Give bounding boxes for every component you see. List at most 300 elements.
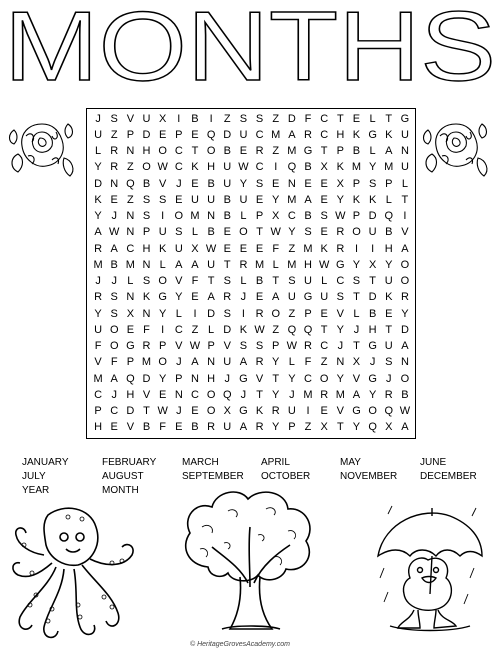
grid-letter: T xyxy=(320,323,328,336)
grid-letter: R xyxy=(320,388,329,401)
grid-letter: K xyxy=(191,161,199,174)
grid-letter: O xyxy=(109,340,119,353)
word-month: MONTH xyxy=(102,485,139,496)
grid-letter: M xyxy=(141,356,152,369)
grid-letter: L xyxy=(385,193,392,206)
grid-letter: S xyxy=(110,291,118,304)
grid-letter: I xyxy=(177,112,181,125)
grid-letter: E xyxy=(255,242,264,255)
grid-letter: O xyxy=(206,405,216,418)
title-text: MONTHS xyxy=(4,0,496,86)
grid-letter: K xyxy=(352,193,361,206)
grid-letter: U xyxy=(94,128,103,141)
grid-letter: H xyxy=(126,388,135,401)
grid-letter: W xyxy=(254,323,265,336)
grid-letter: C xyxy=(304,372,312,385)
grid-letter: I xyxy=(274,161,278,174)
grid-letter: B xyxy=(142,421,151,434)
grid-letter: S xyxy=(175,226,183,239)
grid-letter: H xyxy=(142,242,151,255)
grid-letter: E xyxy=(191,177,199,190)
grid-letter: E xyxy=(239,145,248,158)
grid-letter: R xyxy=(239,258,248,271)
grid-letter: P xyxy=(352,210,361,223)
grid-letter: Z xyxy=(223,112,231,125)
grid-letter: E xyxy=(110,421,118,434)
grid-letter: R xyxy=(94,291,103,304)
grid-letter: D xyxy=(142,128,151,141)
grid-letter: W xyxy=(238,161,249,174)
grid-letter: Q xyxy=(303,323,313,336)
grid-letter: X xyxy=(158,112,167,125)
grid-letter: U xyxy=(239,128,248,141)
grid-letter: S xyxy=(239,112,248,125)
grid-letter: E xyxy=(175,193,183,206)
grid-letter: G xyxy=(368,372,377,385)
grid-letter: K xyxy=(336,161,344,174)
grid-letter: W xyxy=(189,340,201,353)
grid-letter: O xyxy=(319,372,329,385)
grid-letter: K xyxy=(385,291,393,304)
grid-letter: X xyxy=(385,421,393,434)
grid-letter: G xyxy=(336,258,345,271)
grid-letter: D xyxy=(287,112,296,125)
grid-letter: M xyxy=(125,258,135,271)
word-january: JANUARY xyxy=(22,457,69,468)
grid-letter: Z xyxy=(304,421,312,434)
grid-letter: U xyxy=(207,193,216,206)
grid-letter: U xyxy=(287,291,296,304)
grid-letter: S xyxy=(255,177,264,190)
grid-letter: U xyxy=(320,291,329,304)
grid-letter: S xyxy=(110,307,118,320)
grid-letter: V xyxy=(142,388,151,401)
grid-letter: E xyxy=(304,177,312,190)
grid-letter: P xyxy=(304,307,312,320)
grid-letter: N xyxy=(400,356,409,369)
grid-letter: T xyxy=(256,226,263,239)
grid-letter: D xyxy=(223,323,232,336)
grid-letter: Y xyxy=(385,258,393,271)
grid-letter: C xyxy=(126,242,135,255)
grid-letter: T xyxy=(385,323,393,336)
rose-icon xyxy=(420,110,492,182)
grid-letter: G xyxy=(158,291,167,304)
grid-letter: J xyxy=(240,388,247,401)
grid-letter: C xyxy=(174,145,183,158)
word-list-column-5 xyxy=(340,456,397,484)
grid-letter: U xyxy=(158,226,167,239)
octopus-icon xyxy=(8,505,138,645)
grid-letter: K xyxy=(368,193,377,206)
grid-letter: Y xyxy=(368,388,377,401)
grid-letter: O xyxy=(271,307,280,320)
grid-letter: Q xyxy=(287,161,297,174)
grid-letter: M xyxy=(93,372,103,385)
grid-letter: Y xyxy=(352,421,361,434)
word-list-column-6 xyxy=(420,456,477,484)
grid-letter: N xyxy=(110,177,119,190)
grid-letter: E xyxy=(255,193,264,206)
grid-letter: H xyxy=(336,128,345,141)
grid-letter: K xyxy=(255,405,264,418)
grid-letter: S xyxy=(320,210,328,223)
grid-letter: O xyxy=(206,388,216,401)
grid-letter: I xyxy=(371,242,375,255)
grid-letter: Y xyxy=(272,193,280,206)
grid-letter: N xyxy=(142,258,151,271)
grid-letter: A xyxy=(239,421,248,434)
grid-letter: U xyxy=(207,258,216,271)
grid-letter: O xyxy=(352,226,361,239)
grid-letter: H xyxy=(94,421,103,434)
grid-letter: B xyxy=(352,145,361,158)
grid-letter: G xyxy=(239,405,248,418)
grid-letter: E xyxy=(175,421,183,434)
grid-letter: M xyxy=(287,145,297,158)
grid-letter: U xyxy=(384,340,393,353)
grid-letter: P xyxy=(142,226,151,239)
grid-letter: Y xyxy=(272,356,280,369)
grid-letter: D xyxy=(368,291,377,304)
grid-letter: H xyxy=(207,372,216,385)
grid-letter: B xyxy=(207,177,215,190)
grid-letter: U xyxy=(223,161,232,174)
grid-letter: L xyxy=(288,356,295,369)
grid-letter: U xyxy=(223,356,232,369)
grid-letter: T xyxy=(223,258,231,271)
grid-letter: T xyxy=(272,372,280,385)
grid-letter: C xyxy=(190,388,199,401)
grid-letter: L xyxy=(272,258,279,271)
grid-letter: E xyxy=(320,226,328,239)
grid-letter: G xyxy=(239,372,248,385)
grid-letter: B xyxy=(142,177,151,190)
grid-letter: F xyxy=(94,340,102,353)
grid-letter: D xyxy=(142,372,151,385)
word-august: AUGUST xyxy=(102,471,144,482)
grid-letter: V xyxy=(126,421,135,434)
grid-letter: I xyxy=(354,242,358,255)
grid-letter: L xyxy=(369,112,376,125)
grid-letter: O xyxy=(158,275,167,288)
grid-letter: D xyxy=(223,128,232,141)
grid-letter: N xyxy=(207,210,216,223)
grid-letter: N xyxy=(336,356,345,369)
grid-letter: Y xyxy=(94,210,102,223)
grid-letter: S xyxy=(352,275,361,288)
grid-letter: T xyxy=(401,193,409,206)
grid-letter: Z xyxy=(272,145,280,158)
grid-letter: W xyxy=(399,405,411,418)
grid-letter: E xyxy=(272,177,280,190)
grid-letter: C xyxy=(336,275,345,288)
grid-letter: S xyxy=(223,307,231,320)
grid-letter: A xyxy=(207,291,215,304)
grid-letter: V xyxy=(175,275,183,288)
grid-letter: R xyxy=(304,128,312,141)
grid-letter: N xyxy=(207,356,216,369)
word-list-column-3 xyxy=(182,456,244,484)
grid-letter: R xyxy=(336,226,345,239)
grid-letter: V xyxy=(158,177,167,190)
grid-letter: M xyxy=(287,258,297,271)
grid-letter: T xyxy=(320,145,328,158)
grid-letter: R xyxy=(255,145,264,158)
grid-letter: E xyxy=(320,177,328,190)
grid-letter: H xyxy=(384,242,393,255)
grid-letter: V xyxy=(336,405,344,418)
grid-letter: W xyxy=(335,210,346,223)
grid-letter: V xyxy=(336,307,344,320)
grid-letter: R xyxy=(271,405,280,418)
grid-letter: I xyxy=(241,307,245,320)
grid-letter: O xyxy=(158,356,167,369)
grid-letter: S xyxy=(142,193,151,206)
word-list-column-1 xyxy=(22,456,69,498)
grid-letter: U xyxy=(94,323,103,336)
grid-letter: E xyxy=(239,242,248,255)
grid-letter: T xyxy=(256,388,263,401)
grid-letter: E xyxy=(385,307,393,320)
grid-letter: Y xyxy=(94,307,102,320)
grid-letter: P xyxy=(175,128,183,141)
grid-letter: G xyxy=(126,340,135,353)
grid-letter: Q xyxy=(126,372,135,385)
grid-letter: R xyxy=(110,161,119,174)
grid-letter: P xyxy=(255,210,264,223)
grid-letter: A xyxy=(304,193,312,206)
grid-letter: C xyxy=(255,128,264,141)
rose-icon xyxy=(6,110,78,182)
grid-letter: K xyxy=(239,323,248,336)
grid-letter: S xyxy=(158,193,167,206)
grid-letter: V xyxy=(352,372,361,385)
grid-letter: J xyxy=(289,388,295,401)
grid-letter: R xyxy=(142,340,151,353)
grid-letter: T xyxy=(143,405,150,418)
grid-letter: E xyxy=(223,226,231,239)
grid-letter: Z xyxy=(272,112,280,125)
word-february: FEBRUARY xyxy=(102,457,157,468)
grid-letter: P xyxy=(207,340,215,353)
grid-letter: Q xyxy=(126,177,135,190)
grid-letter: I xyxy=(193,307,197,320)
grid-letter: D xyxy=(126,405,135,418)
grid-letter: D xyxy=(400,323,409,336)
grid-letter: X xyxy=(368,258,377,271)
grid-letter: M xyxy=(287,193,297,206)
grid-letter: S xyxy=(385,356,393,369)
grid-letter: I xyxy=(403,210,407,223)
grid-letter: L xyxy=(127,275,134,288)
grid-letter: M xyxy=(254,258,265,271)
grid-letter: I xyxy=(161,323,165,336)
grid-letter: G xyxy=(368,128,377,141)
grid-letter: Y xyxy=(175,291,183,304)
grid-letter: L xyxy=(191,226,199,239)
grid-letter: S xyxy=(304,226,312,239)
grid-letter: P xyxy=(288,421,296,434)
word-april: APRIL xyxy=(261,457,290,468)
grid-letter: U xyxy=(304,275,312,288)
word-list-column-2 xyxy=(102,456,156,498)
grid-letter: S xyxy=(142,275,151,288)
grid-letter: R xyxy=(400,291,409,304)
grid-letter: S xyxy=(368,177,377,190)
grid-letter: Y xyxy=(401,307,409,320)
grid-letter: A xyxy=(401,340,409,353)
grid-letter: B xyxy=(191,421,199,434)
grid-letter: K xyxy=(385,128,393,141)
grid-letter: U xyxy=(400,161,409,174)
grid-letter: J xyxy=(176,177,182,190)
grid-letter: E xyxy=(320,193,328,206)
grid-letter: V xyxy=(255,372,264,385)
grid-letter: B xyxy=(110,258,118,271)
grid-letter: L xyxy=(208,323,215,336)
grid-letter: O xyxy=(109,323,119,336)
grid-letter: C xyxy=(94,388,103,401)
grid-letter: O xyxy=(174,210,184,223)
grid-letter: H xyxy=(368,323,377,336)
grid-letter: E xyxy=(191,291,199,304)
grid-letter: S xyxy=(255,340,264,353)
grid-letter: J xyxy=(369,356,376,369)
grid-letter: W xyxy=(286,340,298,353)
grid-letter: Y xyxy=(272,388,280,401)
grid-letter: I xyxy=(161,210,165,223)
grid-letter: O xyxy=(158,145,167,158)
grid-letter: A xyxy=(385,145,393,158)
grid-letter: J xyxy=(111,388,117,401)
grid-letter: F xyxy=(159,421,167,434)
grid-letter: H xyxy=(207,161,216,174)
grid-letter: C xyxy=(255,161,264,174)
grid-letter: Y xyxy=(336,193,344,206)
grid-letter: L xyxy=(353,307,360,320)
grid-letter: U xyxy=(287,405,296,418)
grid-letter: T xyxy=(207,275,215,288)
grid-letter: T xyxy=(272,275,280,288)
grid-letter: L xyxy=(175,307,182,320)
grid-letter: U xyxy=(239,193,248,206)
grid-letter: J xyxy=(95,112,101,125)
grid-letter: T xyxy=(353,340,360,353)
grid-letter: O xyxy=(206,145,216,158)
grid-letter: E xyxy=(126,323,135,336)
grid-letter: J xyxy=(176,356,182,369)
grid-letter: T xyxy=(336,421,344,434)
grid-letter: P xyxy=(272,340,280,353)
word-year: YEAR xyxy=(22,485,50,496)
grid-letter: T xyxy=(336,112,344,125)
grid-letter: S xyxy=(110,112,118,125)
grid-letter: Q xyxy=(206,128,216,141)
grid-letter: Z xyxy=(272,323,280,336)
grid-letter: E xyxy=(191,405,199,418)
grid-letter: B xyxy=(304,210,312,223)
grid-letter: M xyxy=(335,388,345,401)
grid-letter: F xyxy=(143,323,150,336)
grid-letter: V xyxy=(401,226,409,239)
grid-letter: U xyxy=(190,193,199,206)
grid-letter: C xyxy=(320,128,329,141)
grid-letter: Q xyxy=(384,405,394,418)
grid-letter: M xyxy=(93,258,103,271)
word-october: OCTOBER xyxy=(261,471,311,482)
grid-letter: Y xyxy=(158,372,167,385)
grid-letter: G xyxy=(303,291,313,304)
grid-letter: A xyxy=(272,291,280,304)
grid-letter: R xyxy=(255,421,264,434)
grid-letter: Z xyxy=(110,128,118,141)
grid-letter: X xyxy=(336,177,344,190)
grid-letter: A xyxy=(94,226,102,239)
grid-letter: V xyxy=(94,356,102,369)
grid-letter: W xyxy=(157,405,168,418)
grid-letter: Y xyxy=(336,372,344,385)
grid-letter: Q xyxy=(384,210,394,223)
grid-letter: P xyxy=(158,340,167,353)
grid-letter: R xyxy=(255,356,264,369)
grid-letter: C xyxy=(174,161,183,174)
word-july: JULY xyxy=(22,471,46,482)
grid-letter: A xyxy=(191,258,199,271)
grid-letter: O xyxy=(400,372,410,385)
grid-letter: R xyxy=(336,242,345,255)
grid-letter: Z xyxy=(288,307,296,320)
grid-letter: T xyxy=(191,145,199,158)
word-november: NOVEMBER xyxy=(340,471,398,482)
grid-letter: Z xyxy=(191,323,199,336)
grid-letter: O xyxy=(368,405,377,418)
grid-letter: Z xyxy=(127,161,134,174)
grid-letter: U xyxy=(174,242,183,255)
grid-letter: F xyxy=(110,356,118,369)
grid-letter: F xyxy=(191,275,199,288)
grid-letter: B xyxy=(223,193,231,206)
grid-letter: J xyxy=(111,210,117,223)
grid-letter: E xyxy=(320,307,328,320)
grid-letter: W xyxy=(270,226,281,239)
grid-letter: R xyxy=(207,421,216,434)
grid-letter: K xyxy=(158,242,167,255)
grid-letter: J xyxy=(386,372,392,385)
grid-letter: I xyxy=(306,405,310,418)
grid-letter: W xyxy=(157,161,168,174)
grid-letter: A xyxy=(191,356,199,369)
grid-letter: N xyxy=(174,388,183,401)
grid-letter: F xyxy=(304,112,312,125)
grid-letter: L xyxy=(240,210,247,223)
grid-letter: L xyxy=(159,258,166,271)
grid-letter: R xyxy=(384,388,393,401)
grid-letter: P xyxy=(126,356,135,369)
tree-icon xyxy=(178,487,318,637)
grid-letter: B xyxy=(385,226,393,239)
grid-letter: T xyxy=(369,275,376,288)
grid-letter: X xyxy=(126,307,135,320)
grid-letter: P xyxy=(126,128,135,141)
grid-letter: N xyxy=(126,226,135,239)
grid-letter: S xyxy=(142,210,151,223)
grid-letter: N xyxy=(126,210,135,223)
grid-letter: V xyxy=(126,112,135,125)
grid-letter: B xyxy=(401,388,409,401)
grid-letter: A xyxy=(110,242,118,255)
grid-letter: X xyxy=(272,210,280,223)
